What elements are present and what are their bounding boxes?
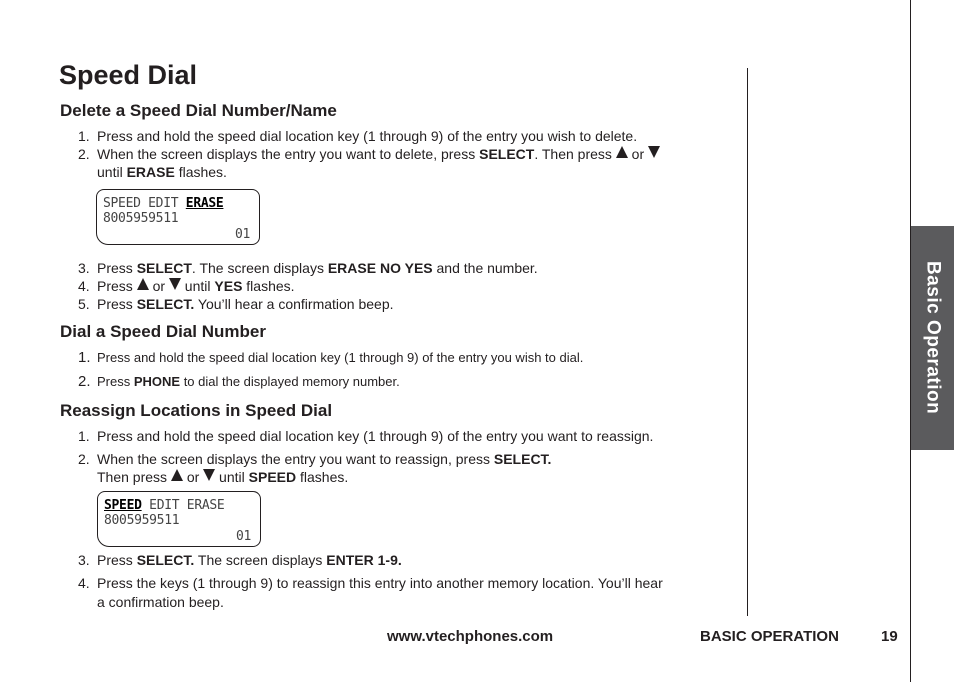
lcd-menu-speed-edit: SPEED EDIT (103, 196, 186, 211)
delete-step-1: 1. Press and hold the speed dial location key (1 through 9) of the entry you wish to delete. (78, 128, 638, 144)
down-arrow-key-icon (169, 278, 181, 290)
lcd-display-erase (96, 189, 260, 245)
reassign-step-1: 1. Press and hold the speed dial location key (1 through 9) of the entry you want to reassign. (78, 428, 654, 444)
lcd-index: 01 (235, 529, 251, 544)
dial-step-2: 2. Press PHONE to dial the displayed memory number. (78, 373, 400, 390)
lcd-index: 01 (234, 227, 250, 242)
up-arrow-key-icon (137, 278, 149, 290)
lcd-menu-erase-highlighted: ERASE (185, 196, 224, 211)
delete-step-2: 2. When the screen displays the entry you want to delete, press SELECT. Then press or until ERASE flashes. (78, 145, 660, 181)
reassign-step-4: 4. Press the keys (1 through 9) to reassign this entry into another memory location. You’ll hear a confirmation beep. (78, 575, 663, 610)
reassign-heading: Reassign Locations in Speed Dial (60, 401, 333, 420)
page-title: Speed Dial (59, 60, 198, 90)
page-number: 19 (881, 628, 898, 645)
section-side-tab (911, 226, 954, 450)
down-arrow-key-icon (203, 469, 215, 481)
up-arrow-key-icon (616, 146, 628, 158)
delete-heading: Delete a Speed Dial Number/Name (60, 101, 337, 120)
footer-website-url: www.vtechphones.com (387, 628, 554, 645)
lcd-number: 8005959511 (103, 211, 179, 226)
lcd-display-speed (97, 491, 261, 547)
footer-section-name: BASIC OPERATION (700, 628, 839, 645)
delete-step-3: 3. Press SELECT. The screen displays ERASE NO YES and the number. (78, 260, 538, 276)
dial-step-1: 1. Press and hold the speed dial location key (1 through 9) of the entry you wish to dial. (78, 349, 584, 366)
reassign-step-2: 2. When the screen displays the entry you want to reassign, press SELECT. Then press or until SPEED flashes. (78, 451, 552, 485)
dial-heading: Dial a Speed Dial Number (60, 322, 266, 341)
side-tab-label: Basic Operation (922, 261, 944, 415)
lcd-number: 8005959511 (104, 513, 180, 528)
column-divider (747, 68, 748, 616)
delete-step-5: 5. Press SELECT. You’ll hear a confirmation beep. (78, 296, 394, 312)
lcd-menu-edit-erase: EDIT ERASE (141, 498, 225, 513)
lcd-menu-speed-highlighted: SPEED (104, 498, 142, 513)
delete-step-4: 4. Press or until YES flashes. (78, 278, 295, 294)
reassign-step-3: 3. Press SELECT. The screen displays ENTER 1-9. (78, 552, 402, 568)
up-arrow-key-icon (171, 469, 183, 481)
down-arrow-key-icon (648, 146, 660, 158)
